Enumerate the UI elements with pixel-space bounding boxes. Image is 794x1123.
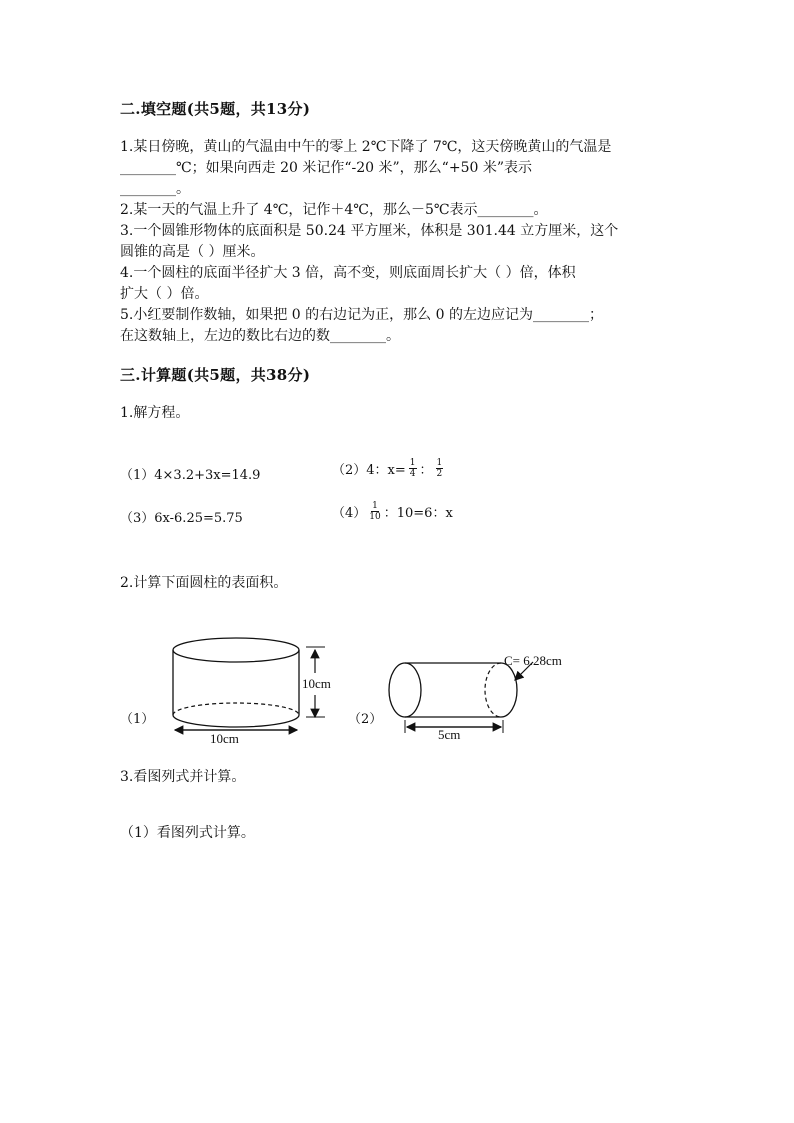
q2-line1: 2.某一天的气温上升了 4℃，记作＋4℃，那么－5℃表示________。	[120, 202, 548, 218]
q3-line1: 3.一个圆锥形物体的底面积是 50.24 平方厘米，体积是 301.44 立方厘米，这个	[120, 223, 619, 239]
equation-3: （3）6x-6.25=5.75	[120, 511, 243, 526]
cylinder-area-title: 2.计算下面圆柱的表面积。	[120, 575, 288, 591]
figure1-label: （1）	[120, 712, 155, 727]
picture-problem-title: 3.看图列式并计算。	[120, 769, 246, 785]
q1-line3: ________。	[120, 181, 190, 197]
figure2-length-label: 5cm	[438, 727, 461, 742]
q4-line2: 扩大（ ）倍。	[120, 286, 209, 302]
figure1-height-label: 10cm	[302, 676, 331, 691]
fraction-one-half: $\frac{1}{2}$	[436, 458, 443, 479]
figure1-width-label: 10cm	[210, 731, 239, 746]
picture-problem-sub: （1）看图列式计算。	[120, 825, 255, 841]
equation-1: （1）4×3.2+3x=14.9	[120, 468, 261, 483]
figure2-circumference-label: C= 6.28cm	[504, 653, 562, 668]
q5-line2: 在这数轴上，左边的数比右边的数________。	[120, 328, 400, 344]
cylinder-figure-1	[160, 633, 350, 751]
section3-heading: 三.计算题(共5题，共38分)	[120, 366, 311, 384]
equation-4: （4） $\frac{1}{10}$ ：10=6：x	[332, 501, 453, 522]
fraction-one-quarter: $\frac{1}{4}$	[409, 458, 416, 479]
q5-line1: 5.小红要制作数轴，如果把 0 的右边记为正，那么 0 的左边应记为________；	[120, 307, 603, 323]
figure2-label: （2）	[348, 712, 383, 727]
solve-equations-title: 1.解方程。	[120, 405, 190, 421]
q1-line2: ________℃；如果向西走 20 米记作“-20 米”，那么“+50 米”表示	[120, 160, 532, 176]
q1-line1: 1.某日傍晚，黄山的气温由中午的零上 2℃下降了 7℃，这天傍晚黄山的气温是	[120, 139, 612, 155]
fraction-one-tenth: $\frac{1}{10}$	[369, 501, 381, 522]
q3-line2: 圆锥的高是（ ）厘米。	[120, 244, 265, 260]
section2-heading: 二.填空题(共5题，共13分)	[120, 100, 311, 118]
equation-2: （2）4：x= $\frac{1}{4}$ ： $\frac{1}{2}$	[332, 458, 443, 479]
q4-line1: 4.一个圆柱的底面半径扩大 3 倍，高不变，则底面周长扩大（ ）倍，体积	[120, 265, 576, 281]
